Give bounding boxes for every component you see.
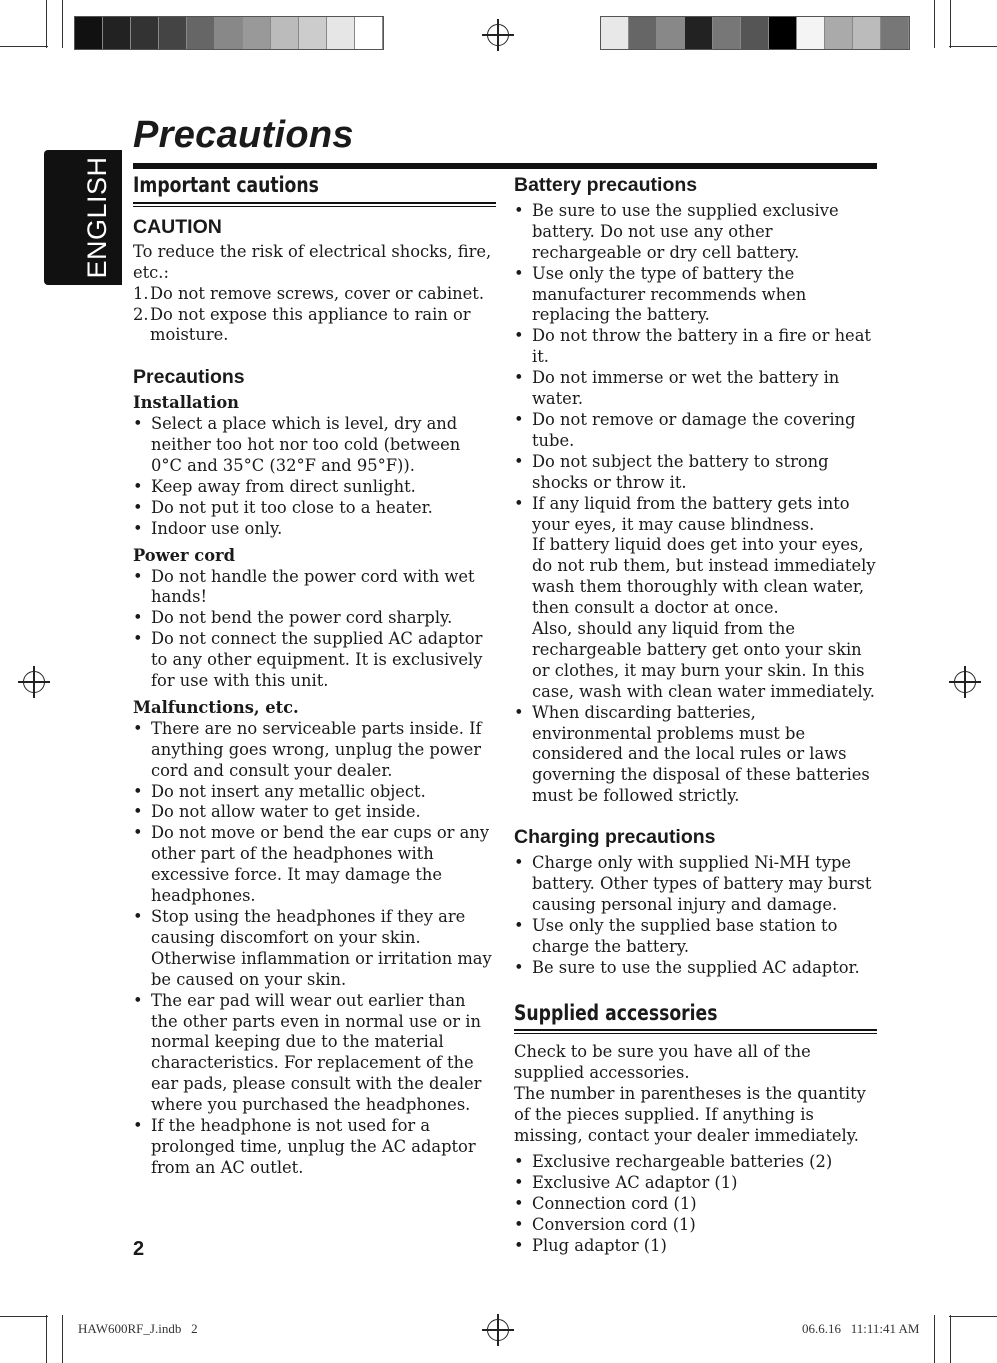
crop-mark <box>950 1315 951 1363</box>
list-item: • Keep away from direct sunlight. <box>133 477 496 498</box>
accessories-list <box>514 1152 877 1257</box>
language-tab-label: ENGLISH <box>82 156 112 279</box>
list-item: • Connection cord (1) <box>514 1194 877 1215</box>
crop-mark <box>62 0 63 48</box>
list-item: • Do not subject the battery to strong shocks or throw it. <box>514 452 877 494</box>
caution-intro: To reduce the risk of electrical shocks, fire, etc.: <box>133 241 492 282</box>
accessories-intro: Check to be sure you have all of the supplied accessories. <box>514 1042 811 1083</box>
color-bar-left <box>74 16 384 50</box>
footer-date-slug: 06.6.16 11:11:41 AM <box>802 1321 920 1336</box>
list-item: • Exclusive AC adaptor (1) <box>514 1173 877 1194</box>
caution-heading: CAUTION <box>133 215 222 238</box>
battery-list <box>514 201 877 807</box>
list-item: • Do not connect the supplied AC adaptor to any other equipment. It is exclusively for use with this unit. <box>133 629 496 692</box>
list-item: • Charge only with supplied Ni-MH type battery. Other types of battery may burst causing personal injury and damage. <box>514 853 877 916</box>
list-item: • Plug adaptor (1) <box>514 1236 877 1257</box>
list-item: • Select a place which is level, dry and neither too hot nor too cold (between 0°C and 35°C (32°F and 95°F)). <box>133 414 496 477</box>
list-item: • Do not handle the power cord with wet hands! <box>133 567 496 609</box>
list-item: • Do not move or bend the ear cups or any other part of the headphones with excessive force. It may damage the headphones. <box>133 823 496 907</box>
list-item: 1. Do not remove screws, cover or cabinet. <box>133 284 496 305</box>
battery-liquid-text: Also, should any liquid from the rechargeable battery get onto your skin or clothes, it may burn your skin. In this case, wash with clean water immediately. <box>532 619 875 701</box>
list-item: • Use only the supplied base station to charge the battery. <box>514 916 877 958</box>
list-item: • Do not throw the battery in a fire or heat it. <box>514 326 877 368</box>
malfunctions-list <box>133 719 496 1179</box>
registration-mark-icon <box>487 1319 509 1341</box>
right-column <box>514 175 877 1257</box>
language-tab <box>44 150 122 285</box>
crop-mark <box>62 1315 63 1363</box>
color-bar-right <box>600 16 910 50</box>
list-item: • Do not bend the power cord sharply. <box>133 608 496 629</box>
crop-mark <box>949 46 997 47</box>
crop-mark <box>950 0 951 48</box>
footer-file-slug: HAW600RF_J.indb 2 <box>78 1321 198 1336</box>
battery-liquid-text: • If any liquid from the battery gets into your eyes, it may cause blindness. <box>532 493 850 534</box>
power-cord-heading: Power cord <box>133 545 236 565</box>
charging-precautions-heading: Charging precautions <box>514 826 716 849</box>
list-item: • Be sure to use the supplied AC adaptor. <box>514 958 877 979</box>
list-item: • Do not remove or damage the covering tube. <box>514 410 877 452</box>
installation-heading: Installation <box>133 393 240 413</box>
caution-list <box>133 284 496 347</box>
list-item: • Exclusive rechargeable batteries (2) <box>514 1152 877 1173</box>
section-title-important-cautions: Important cautions <box>133 173 319 197</box>
list-item: • Use only the type of battery the manufacturer recommends when replacing the battery. <box>514 264 877 327</box>
section-rule <box>514 1029 877 1034</box>
battery-liquid-text: If battery liquid does get into your eyes, do not rub them, but instead immediately wash them thoroughly with clean water, then consult a doctor at once. <box>532 535 876 618</box>
list-item: • There are no serviceable parts inside. If anything goes wrong, unplug the power cord and consult your dealer. <box>133 719 496 782</box>
crop-mark <box>934 0 935 48</box>
list-item: • If the headphone is not used for a prolonged time, unplug the AC adaptor from an AC outlet. <box>133 1116 496 1179</box>
page-number: 2 <box>133 1238 145 1260</box>
accessories-note: The number in parentheses is the quantity of the pieces supplied. If anything is missing, contact your dealer immediately. <box>514 1084 866 1146</box>
charging-list <box>514 853 877 978</box>
registration-mark-icon <box>954 671 976 693</box>
precautions-heading: Precautions <box>133 366 245 389</box>
section-title-supplied-accessories: Supplied accessories <box>514 1000 718 1025</box>
list-item: • Stop using the headphones if they are causing discomfort on your skin. Otherwise inflammation or irritation may be caused on your skin. <box>133 907 496 991</box>
list-item: 2. Do not expose this appliance to rain or moisture. <box>133 305 496 347</box>
list-item <box>514 494 877 703</box>
registration-mark-icon <box>487 24 509 46</box>
list-item: • Do not insert any metallic object. <box>133 782 496 803</box>
battery-precautions-heading: Battery precautions <box>514 174 698 196</box>
title-rule <box>133 163 877 169</box>
list-item: • Indoor use only. <box>133 519 496 540</box>
power-cord-list <box>133 567 496 692</box>
left-column <box>133 175 496 1179</box>
list-item: • When discarding batteries, environmental problems must be considered and the local rules or laws governing the disposal of these batteries must be followed strictly. <box>514 703 877 808</box>
crop-mark <box>934 1315 935 1363</box>
malfunctions-heading: Malfunctions, etc. <box>133 697 299 717</box>
list-item: • The ear pad will wear out earlier than the other parts even in normal use or in normal keeping due to the material characteristics. For replacement of the ear pads, please consult with the dealer where you purchased the headphones. <box>133 991 496 1116</box>
list-item: • Do not allow water to get inside. <box>133 802 496 823</box>
page-title: Precautions <box>133 114 354 156</box>
section-rule <box>133 202 496 207</box>
crop-mark <box>46 1315 47 1363</box>
list-item: • Do not immerse or wet the battery in water. <box>514 368 877 410</box>
list-item: • Do not put it too close to a heater. <box>133 498 496 519</box>
crop-mark <box>0 1316 48 1317</box>
crop-mark <box>949 1316 997 1317</box>
list-item: • Conversion cord (1) <box>514 1215 877 1236</box>
installation-list <box>133 414 496 539</box>
crop-mark <box>46 0 47 48</box>
registration-mark-icon <box>23 671 45 693</box>
list-item: • Be sure to use the supplied exclusive battery. Do not use any other rechargeable or dry cell battery. <box>514 201 877 264</box>
crop-mark <box>0 46 48 47</box>
